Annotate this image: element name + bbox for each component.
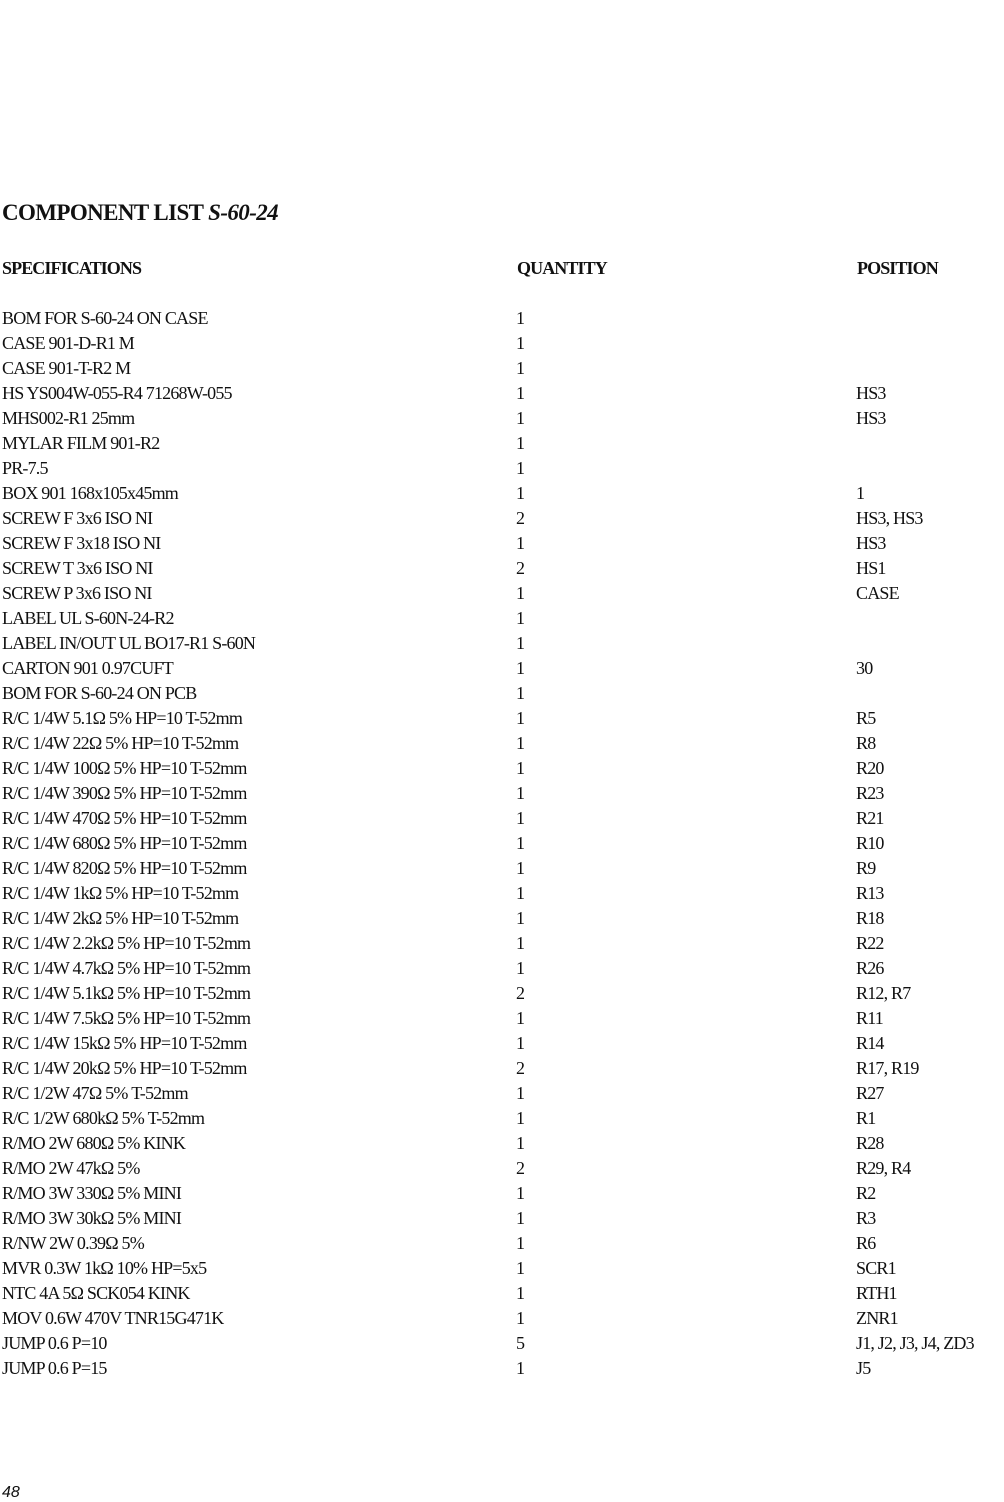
cell-quantity: 5 xyxy=(516,1333,525,1353)
table-row xyxy=(0,556,1004,581)
cell-position: R28 xyxy=(856,1133,884,1153)
cell-specification: R/C 1/4W 2kΩ 5% HP=10 T-52mm xyxy=(2,908,239,928)
table-row xyxy=(0,1281,1004,1306)
cell-position: R17, R19 xyxy=(856,1058,919,1078)
cell-quantity: 1 xyxy=(516,1083,525,1103)
table-row xyxy=(0,931,1004,956)
table-row xyxy=(0,456,1004,481)
cell-position: R23 xyxy=(856,783,884,803)
cell-quantity: 1 xyxy=(516,1358,525,1378)
table-row xyxy=(0,1231,1004,1256)
cell-specification: R/C 1/4W 680Ω 5% HP=10 T-52mm xyxy=(2,833,247,853)
cell-specification: R/C 1/2W 47Ω 5% T-52mm xyxy=(2,1083,188,1103)
cell-quantity: 1 xyxy=(516,883,525,903)
table-row xyxy=(0,606,1004,631)
table-row xyxy=(0,1131,1004,1156)
cell-position: HS3 xyxy=(856,383,886,403)
table-row xyxy=(0,331,1004,356)
cell-specification: JUMP 0.6 P=15 xyxy=(2,1358,107,1378)
table-row xyxy=(0,981,1004,1006)
component-table xyxy=(0,306,1004,1381)
cell-specification: R/C 1/4W 4.7kΩ 5% HP=10 T-52mm xyxy=(2,958,251,978)
column-header-quantity: QUANTITY xyxy=(517,258,607,278)
table-row xyxy=(0,356,1004,381)
page-title xyxy=(2,200,278,226)
table-row xyxy=(0,1181,1004,1206)
cell-position: 1 xyxy=(856,483,865,503)
table-row xyxy=(0,881,1004,906)
cell-specification: R/C 1/4W 5.1Ω 5% HP=10 T-52mm xyxy=(2,708,243,728)
cell-position: J5 xyxy=(856,1358,871,1378)
cell-quantity: 2 xyxy=(516,1158,525,1178)
cell-quantity: 1 xyxy=(516,1308,525,1328)
table-row xyxy=(0,906,1004,931)
cell-specification: LABEL UL S-60N-24-R2 xyxy=(2,608,174,628)
cell-position: R22 xyxy=(856,933,884,953)
cell-position: R18 xyxy=(856,908,884,928)
table-row xyxy=(0,506,1004,531)
cell-position: HS3, HS3 xyxy=(856,508,923,528)
table-row xyxy=(0,656,1004,681)
table-row xyxy=(0,431,1004,456)
cell-position: R8 xyxy=(856,733,876,753)
cell-position: R11 xyxy=(856,1008,883,1028)
cell-position: CASE xyxy=(856,583,899,603)
cell-specification: BOM FOR S-60-24 ON CASE xyxy=(2,308,208,328)
cell-position: 30 xyxy=(856,658,873,678)
cell-specification: R/C 1/4W 2.2kΩ 5% HP=10 T-52mm xyxy=(2,933,251,953)
cell-quantity: 1 xyxy=(516,583,525,603)
cell-position: R13 xyxy=(856,883,884,903)
cell-specification: LABEL IN/OUT UL BO17-R1 S-60N xyxy=(2,633,256,653)
cell-position: R3 xyxy=(856,1208,876,1228)
table-row xyxy=(0,306,1004,331)
table-row xyxy=(0,581,1004,606)
cell-specification: JUMP 0.6 P=10 xyxy=(2,1333,107,1353)
cell-position: R10 xyxy=(856,833,884,853)
cell-specification: R/NW 2W 0.39Ω 5% xyxy=(2,1233,144,1253)
cell-position: ZNR1 xyxy=(856,1308,898,1328)
cell-position: HS1 xyxy=(856,558,886,578)
cell-specification: SCREW P 3x6 ISO NI xyxy=(2,583,152,603)
cell-quantity: 1 xyxy=(516,658,525,678)
cell-specification: R/C 1/4W 22Ω 5% HP=10 T-52mm xyxy=(2,733,239,753)
cell-specification: R/C 1/4W 390Ω 5% HP=10 T-52mm xyxy=(2,783,247,803)
table-row xyxy=(0,381,1004,406)
cell-specification: BOX 901 168x105x45mm xyxy=(2,483,179,503)
table-row xyxy=(0,1256,1004,1281)
cell-specification: R/MO 3W 330Ω 5% MINI xyxy=(2,1183,182,1203)
cell-specification: R/C 1/4W 470Ω 5% HP=10 T-52mm xyxy=(2,808,247,828)
table-row xyxy=(0,681,1004,706)
column-header-position: POSITION xyxy=(857,258,938,278)
cell-quantity: 1 xyxy=(516,1283,525,1303)
cell-position: RTH1 xyxy=(856,1283,897,1303)
cell-quantity: 2 xyxy=(516,983,525,1003)
cell-quantity: 1 xyxy=(516,458,525,478)
cell-position: R2 xyxy=(856,1183,876,1203)
cell-quantity: 1 xyxy=(516,783,525,803)
cell-quantity: 2 xyxy=(516,558,525,578)
cell-specification: R/C 1/4W 15kΩ 5% HP=10 T-52mm xyxy=(2,1033,247,1053)
cell-specification: NTC 4A 5Ω SCK054 KINK xyxy=(2,1283,190,1303)
cell-quantity: 1 xyxy=(516,908,525,928)
cell-specification: R/MO 2W 680Ω 5% KINK xyxy=(2,1133,186,1153)
cell-specification: HS YS004W-055-R4 71268W-055 xyxy=(2,383,232,403)
cell-quantity: 1 xyxy=(516,1008,525,1028)
table-header xyxy=(0,258,1004,282)
cell-quantity: 1 xyxy=(516,758,525,778)
cell-position: R21 xyxy=(856,808,884,828)
cell-position: HS3 xyxy=(856,533,886,553)
table-row xyxy=(0,1156,1004,1181)
cell-quantity: 1 xyxy=(516,858,525,878)
table-row xyxy=(0,806,1004,831)
cell-specification: BOM FOR S-60-24 ON PCB xyxy=(2,683,197,703)
table-row xyxy=(0,706,1004,731)
cell-quantity: 1 xyxy=(516,1208,525,1228)
cell-position: R5 xyxy=(856,708,876,728)
cell-specification: MHS002-R1 25mm xyxy=(2,408,135,428)
cell-quantity: 1 xyxy=(516,683,525,703)
cell-specification: R/C 1/4W 5.1kΩ 5% HP=10 T-52mm xyxy=(2,983,251,1003)
table-row xyxy=(0,1356,1004,1381)
table-row xyxy=(0,856,1004,881)
column-header-specifications: SPECIFICATIONS xyxy=(2,258,142,278)
cell-position: R26 xyxy=(856,958,884,978)
table-row xyxy=(0,481,1004,506)
cell-specification: R/C 1/2W 680kΩ 5% T-52mm xyxy=(2,1108,205,1128)
cell-quantity: 1 xyxy=(516,808,525,828)
cell-quantity: 1 xyxy=(516,483,525,503)
cell-position: R27 xyxy=(856,1083,884,1103)
cell-quantity: 1 xyxy=(516,958,525,978)
table-row xyxy=(0,1206,1004,1231)
page-title-label: COMPONENT LIST xyxy=(2,200,203,225)
table-row xyxy=(0,956,1004,981)
cell-quantity: 1 xyxy=(516,358,525,378)
table-row xyxy=(0,781,1004,806)
table-row xyxy=(0,531,1004,556)
cell-position: R20 xyxy=(856,758,884,778)
cell-quantity: 1 xyxy=(516,1033,525,1053)
cell-position: SCR1 xyxy=(856,1258,896,1278)
cell-specification: SCREW T 3x6 ISO NI xyxy=(2,558,153,578)
cell-position: HS3 xyxy=(856,408,886,428)
cell-quantity: 1 xyxy=(516,933,525,953)
cell-quantity: 1 xyxy=(516,433,525,453)
table-row xyxy=(0,756,1004,781)
cell-position: R9 xyxy=(856,858,876,878)
cell-quantity: 1 xyxy=(516,308,525,328)
cell-specification: R/C 1/4W 1kΩ 5% HP=10 T-52mm xyxy=(2,883,239,903)
page-title-model: S-60-24 xyxy=(208,200,279,225)
cell-specification: MVR 0.3W 1kΩ 10% HP=5x5 xyxy=(2,1258,207,1278)
cell-specification: R/C 1/4W 7.5kΩ 5% HP=10 T-52mm xyxy=(2,1008,251,1028)
cell-quantity: 1 xyxy=(516,733,525,753)
cell-specification: R/MO 3W 30kΩ 5% MINI xyxy=(2,1208,182,1228)
cell-quantity: 1 xyxy=(516,1183,525,1203)
cell-position: R6 xyxy=(856,1233,876,1253)
cell-quantity: 1 xyxy=(516,533,525,553)
table-row xyxy=(0,1331,1004,1356)
table-row xyxy=(0,1106,1004,1131)
table-row xyxy=(0,1306,1004,1331)
cell-quantity: 1 xyxy=(516,633,525,653)
cell-specification: R/C 1/4W 20kΩ 5% HP=10 T-52mm xyxy=(2,1058,247,1078)
cell-position: R12, R7 xyxy=(856,983,911,1003)
cell-specification: CASE 901-D-R1 M xyxy=(2,333,135,353)
cell-specification: MYLAR FILM 901-R2 xyxy=(2,433,160,453)
table-row xyxy=(0,1031,1004,1056)
cell-specification: MOV 0.6W 470V TNR15G471K xyxy=(2,1308,224,1328)
table-row xyxy=(0,631,1004,656)
cell-quantity: 1 xyxy=(516,1233,525,1253)
cell-quantity: 2 xyxy=(516,1058,525,1078)
cell-specification: CASE 901-T-R2 M xyxy=(2,358,131,378)
table-row xyxy=(0,1081,1004,1106)
cell-quantity: 1 xyxy=(516,1108,525,1128)
table-row xyxy=(0,1006,1004,1031)
cell-position: J1, J2, J3, J4, ZD3 xyxy=(856,1333,974,1353)
page-number: 48 xyxy=(2,1484,20,1501)
table-row xyxy=(0,406,1004,431)
cell-position: R1 xyxy=(856,1108,876,1128)
cell-specification: PR-7.5 xyxy=(2,458,48,478)
cell-quantity: 1 xyxy=(516,608,525,628)
cell-specification: R/MO 2W 47kΩ 5% xyxy=(2,1158,140,1178)
cell-quantity: 1 xyxy=(516,333,525,353)
cell-quantity: 1 xyxy=(516,1258,525,1278)
table-row xyxy=(0,731,1004,756)
table-row xyxy=(0,831,1004,856)
cell-specification: CARTON 901 0.97CUFT xyxy=(2,658,173,678)
cell-position: R14 xyxy=(856,1033,884,1053)
cell-position: R29, R4 xyxy=(856,1158,911,1178)
cell-quantity: 2 xyxy=(516,508,525,528)
cell-quantity: 1 xyxy=(516,833,525,853)
table-row xyxy=(0,1056,1004,1081)
cell-quantity: 1 xyxy=(516,708,525,728)
cell-quantity: 1 xyxy=(516,383,525,403)
cell-specification: R/C 1/4W 820Ω 5% HP=10 T-52mm xyxy=(2,858,247,878)
cell-quantity: 1 xyxy=(516,408,525,428)
cell-specification: R/C 1/4W 100Ω 5% HP=10 T-52mm xyxy=(2,758,247,778)
cell-specification: SCREW F 3x6 ISO NI xyxy=(2,508,153,528)
cell-quantity: 1 xyxy=(516,1133,525,1153)
cell-specification: SCREW F 3x18 ISO NI xyxy=(2,533,161,553)
